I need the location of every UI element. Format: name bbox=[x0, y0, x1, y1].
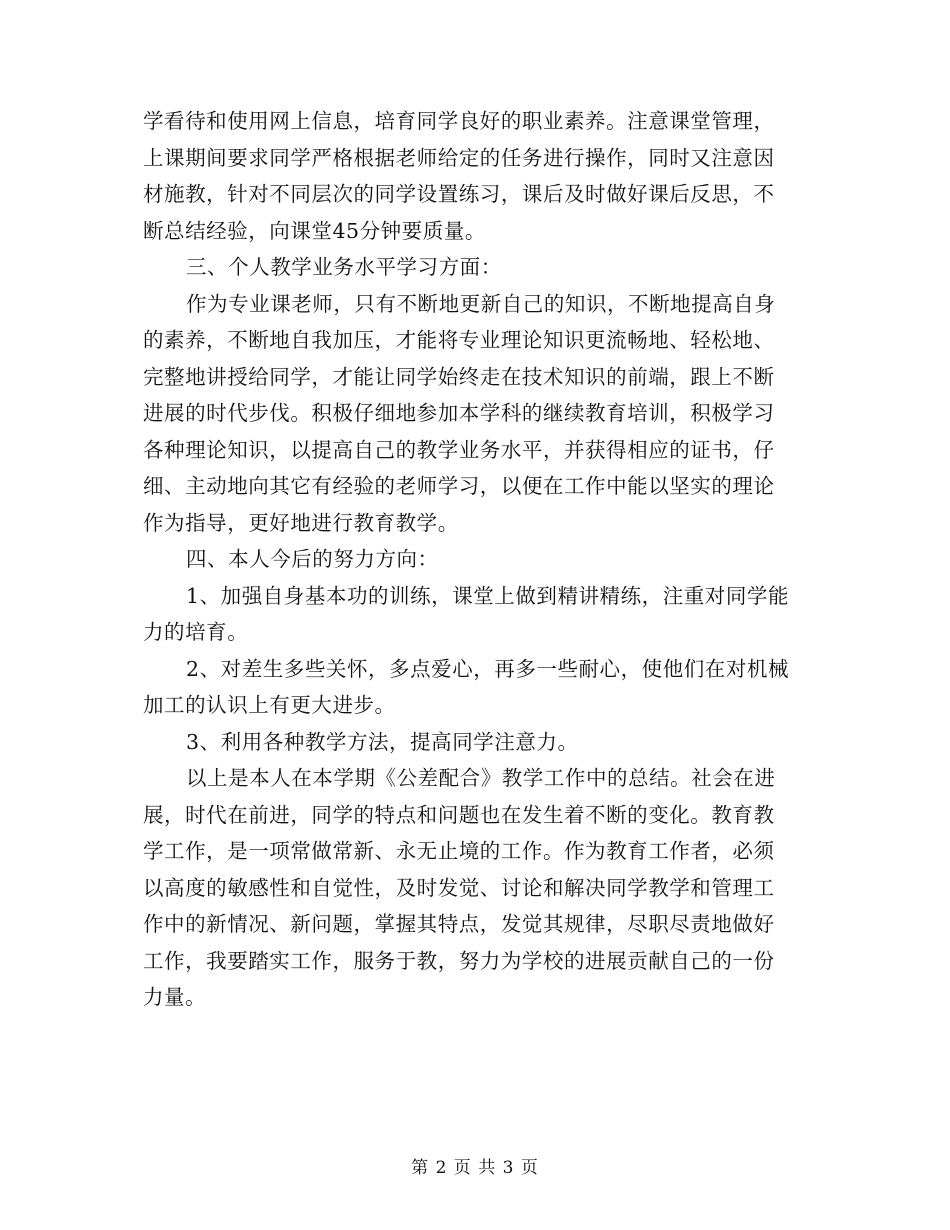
text-line: 展，时代在前进，同学的特点和问题也在发生着不断的变化。教育教 bbox=[143, 802, 775, 827]
text-line: 学工作，是一项常做常新、永无止境的工作。作为教育工作者，必须 bbox=[143, 839, 775, 863]
list-item: 3、利用各种教学方法，提高同学注意力。 bbox=[186, 729, 579, 754]
text-line: 以上是本人在本学期《公差配合》教学工作中的总结。社会在进 bbox=[186, 766, 776, 790]
text-line: 细、主动地向其它有经验的老师学习，以便在工作中能以坚实的理论 bbox=[143, 474, 775, 498]
text-line: 作为专业课老师，只有不断地更新自己的知识，不断地提高自身 bbox=[186, 291, 776, 316]
text-line: 的素养，不断地自我加压，才能将专业理论知识更流畅地、轻松地、 bbox=[143, 328, 775, 352]
text-line: 力的培育。 bbox=[143, 620, 249, 644]
text-line: 上课期间要求同学严格根据老师给定的任务进行操作，同时又注意因 bbox=[143, 145, 775, 170]
text-line: 进展的时代步伐。积极仔细地参加本学科的继续教育培训，积极学习 bbox=[143, 401, 775, 425]
list-item: 1、加强自身基本功的训练，课堂上做到精讲精练，注重对同学能 bbox=[186, 583, 789, 608]
text-line: 断总结经验，向课堂45分钟要质量。 bbox=[143, 218, 486, 243]
document-body bbox=[143, 103, 815, 1016]
text-line: 加工的认识上有更大进步。 bbox=[143, 693, 396, 717]
list-item: 2、对差生多些关怀，多点爱心，再多一些耐心，使他们在对机械 bbox=[186, 656, 789, 681]
text-line: 作中的新情况、新问题，掌握其特点，发觉其规律，尽职尽责地做好 bbox=[143, 912, 775, 936]
text-line: 力量。 bbox=[143, 985, 207, 1009]
text-line: 完整地讲授给同学，才能让同学始终走在技术知识的前端，跟上不断 bbox=[143, 364, 775, 389]
text-line: 工作，我要踏实工作，服务于教，努力为学校的进展贡献自己的一份 bbox=[143, 948, 775, 973]
section-heading: 四、本人今后的努力方向： bbox=[186, 547, 439, 571]
text-line: 材施教，针对不同层次的同学设置练习，课后及时做好课后反思，不 bbox=[143, 182, 775, 206]
text-line: 各种理论知识，以提高自己的教学业务水平，并获得相应的证书，仔 bbox=[143, 437, 775, 462]
text-line: 以高度的敏感性和自觉性，及时发觉、讨论和解决同学教学和管理工 bbox=[143, 875, 775, 900]
section-heading: 三、个人教学业务水平学习方面： bbox=[186, 255, 502, 279]
text-line: 学看待和使用网上信息，培育同学良好的职业素养。注意课堂管理， bbox=[143, 109, 775, 133]
text-line: 作为指导，更好地进行教育教学。 bbox=[143, 510, 459, 535]
page-number: 第 2 页 共 3 页 bbox=[411, 1158, 539, 1178]
